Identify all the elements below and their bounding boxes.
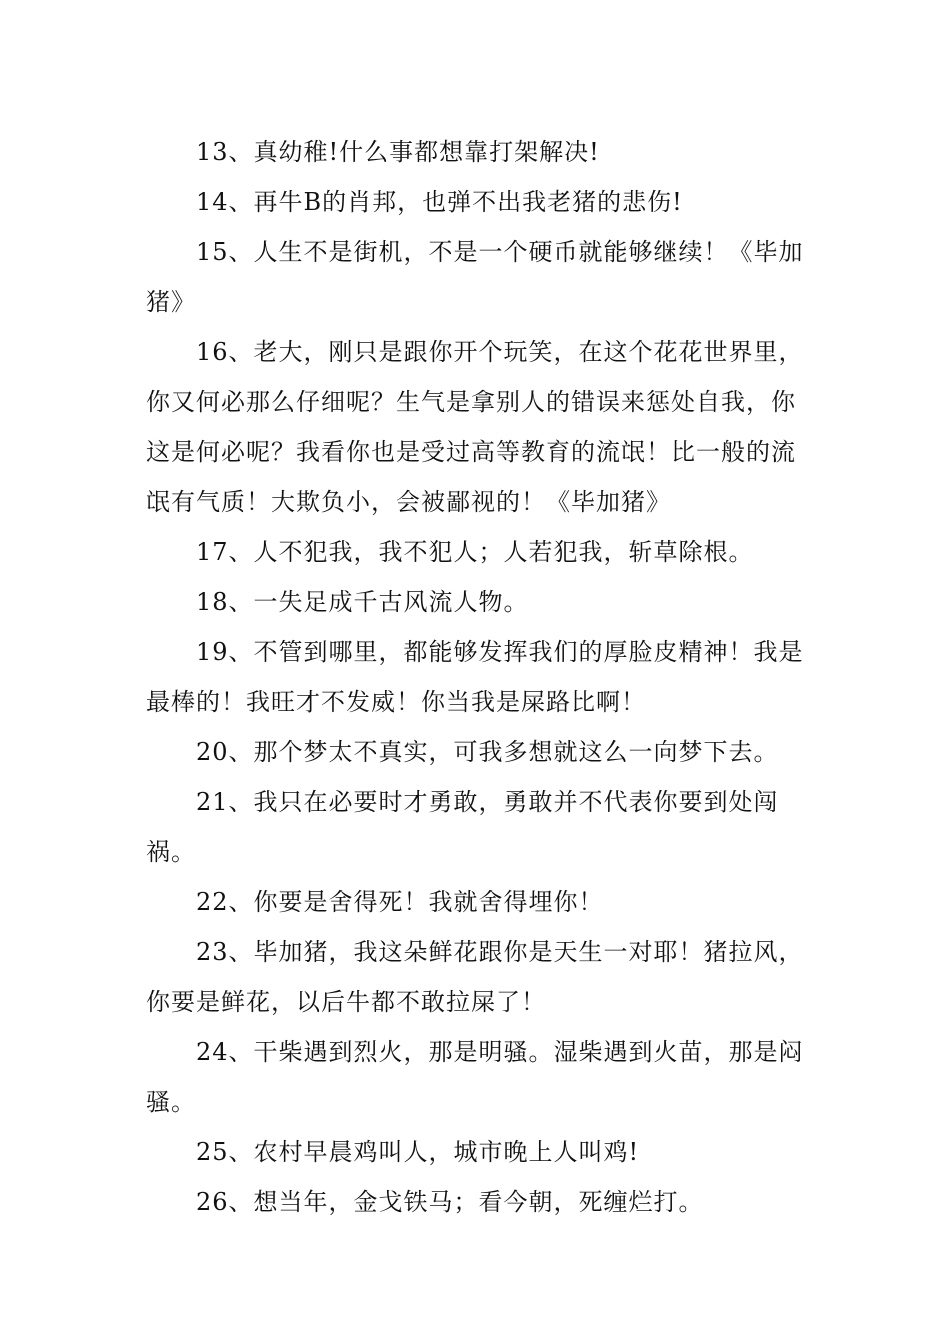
quote-paragraph-24: 24、干柴遇到烈火，那是明骚。湿柴遇到火苗，那是闷骚。 bbox=[146, 1038, 804, 1116]
quote-paragraph-15: 15、人生不是街机，不是一个硬币就能够继续！《毕加猪》 bbox=[146, 238, 804, 316]
quote-paragraph-26: 26、想当年，金戈铁马；看今朝，死缠烂打。 bbox=[196, 1188, 704, 1216]
quote-paragraph-16: 16、老大，刚只是跟你开个玩笑，在这个花花世界里，你又何必那么仔细呢？生气是拿别人的错误来惩处自我，你这是何必呢？我看你也是受过高等教育的流氓！比一般的流氓有气质！大欺负小，会被鄙视的！《毕加猪》 bbox=[146, 338, 804, 516]
quote-paragraph-25: 25、农村早晨鸡叫人，城市晚上人叫鸡! bbox=[196, 1138, 640, 1166]
quote-paragraph-13: 13、真幼稚!什么事都想靠打架解决! bbox=[196, 138, 600, 166]
quote-paragraph-21: 21、我只在必要时才勇敢，勇敢并不代表你要到处闯祸。 bbox=[146, 788, 779, 866]
document-body bbox=[146, 127, 816, 1227]
quote-paragraph-22: 22、你要是舍得死！我就舍得埋你！ bbox=[196, 888, 604, 916]
quote-paragraph-18: 18、一失足成千古风流人物。 bbox=[196, 588, 529, 616]
quote-paragraph-20: 20、那个梦太不真实，可我多想就这么一向梦下去。 bbox=[196, 738, 779, 766]
quote-paragraph-19: 19、不管到哪里，都能够发挥我们的厚脸皮精神！我是最棒的！我旺才不发威！你当我是屎路比啊！ bbox=[146, 638, 804, 716]
quote-paragraph-14: 14、再牛B的肖邦，也弹不出我老猪的悲伤! bbox=[196, 188, 683, 216]
quote-paragraph-17: 17、人不犯我，我不犯人；人若犯我，斩草除根。 bbox=[196, 538, 754, 566]
quote-paragraph-23: 23、毕加猪，我这朵鲜花跟你是天生一对耶！猪拉风，你要是鲜花，以后牛都不敢拉屎了！ bbox=[146, 938, 804, 1016]
